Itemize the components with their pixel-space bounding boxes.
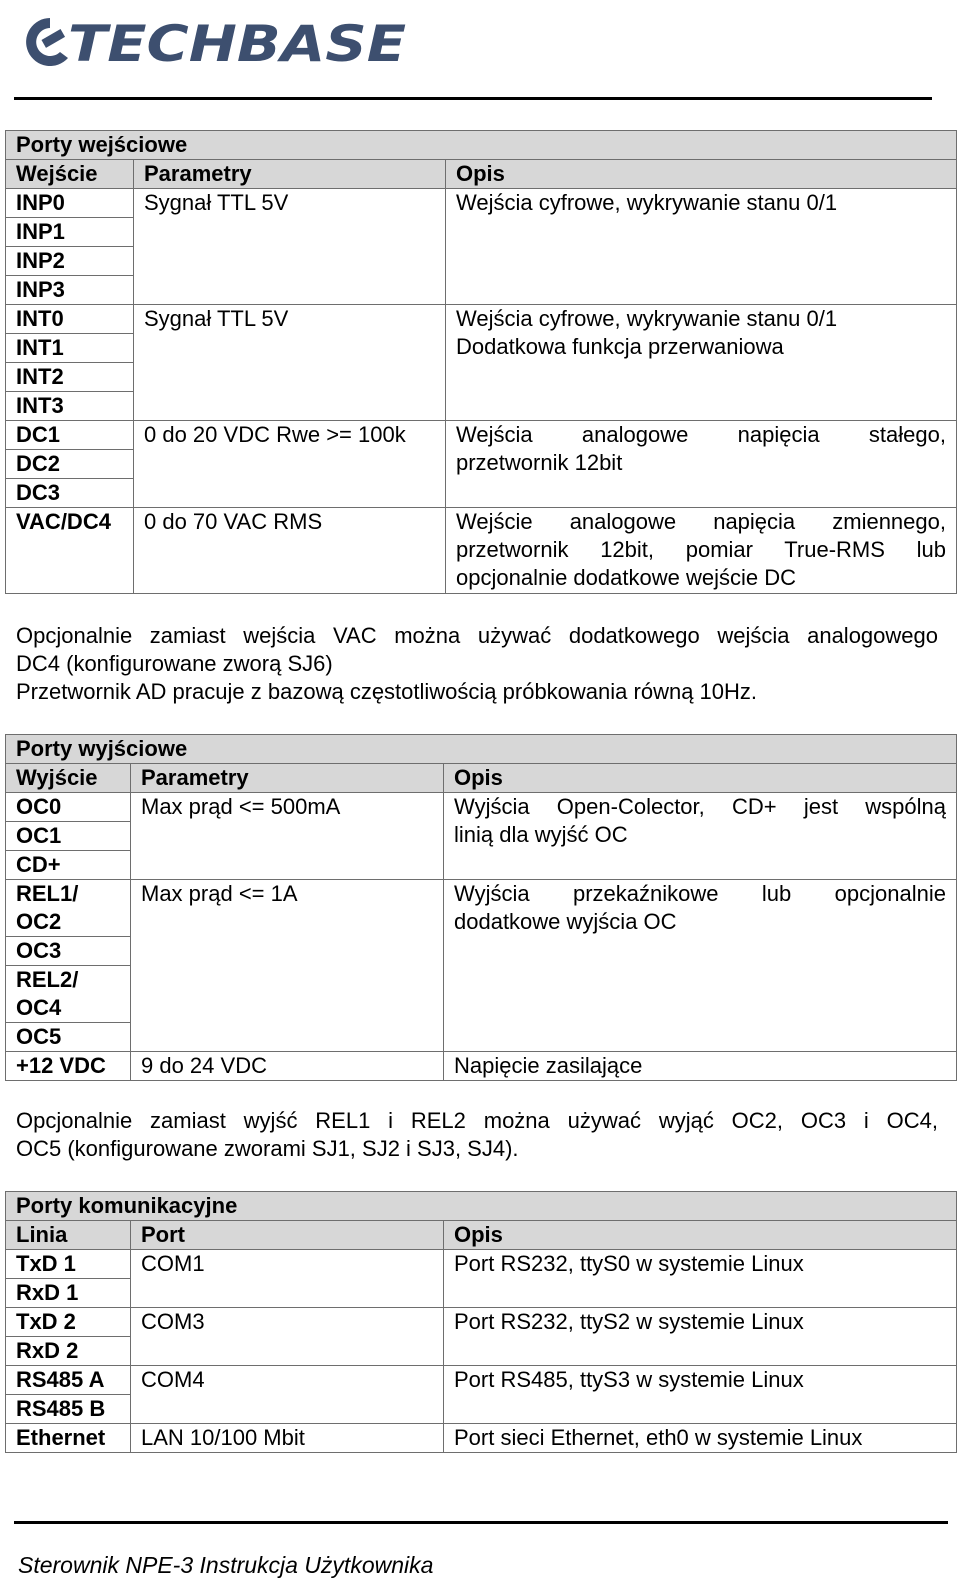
line-port: LAN 10/100 Mbit xyxy=(131,1424,444,1453)
table-row xyxy=(6,1424,957,1453)
col-header-line: Linia xyxy=(6,1221,131,1250)
desc-line: linią dla wyjść OC xyxy=(454,822,628,847)
port-name: OC5 xyxy=(6,1023,131,1052)
port-name xyxy=(6,966,131,1023)
output-notes xyxy=(16,1107,938,1163)
col-header-params: Parametry xyxy=(131,764,444,793)
line-desc: Port RS485, ttyS3 w systemie Linux xyxy=(444,1366,957,1424)
table-header-row xyxy=(6,764,957,793)
table-row xyxy=(6,1308,957,1337)
table-row xyxy=(6,421,957,450)
table-row xyxy=(6,793,957,822)
port-name: DC3 xyxy=(6,479,134,508)
output-ports-title: Porty wyjściowe xyxy=(6,735,957,764)
port-params: Max prąd <= 500mA xyxy=(131,793,444,880)
table-header-row xyxy=(6,160,957,189)
port-name: INP1 xyxy=(6,218,134,247)
table-header-row xyxy=(6,1221,957,1250)
col-header-input: Wejście xyxy=(6,160,134,189)
port-desc xyxy=(446,305,957,421)
port-name: INT0 xyxy=(6,305,134,334)
desc-line: Wyjścia Open-Colector, CD+ jest wspólną xyxy=(454,794,946,819)
input-notes xyxy=(16,622,938,706)
port-name: INP0 xyxy=(6,189,134,218)
output-ports-table xyxy=(5,734,957,1081)
table-row xyxy=(6,1250,957,1279)
port-name: CD+ xyxy=(6,851,131,880)
note-line: Opcjonalnie zamiast wejścia VAC można używać dodatkowego wejścia analogowego xyxy=(16,623,938,648)
desc-line: przetwornik 12bit xyxy=(456,450,623,475)
port-desc: Wejścia cyfrowe, wykrywanie stanu 0/1 xyxy=(446,189,957,305)
table-row xyxy=(6,305,957,334)
line-desc: Port RS232, ttyS2 w systemie Linux xyxy=(444,1308,957,1366)
table-row xyxy=(6,880,957,937)
port-desc xyxy=(444,880,957,1052)
col-header-desc: Opis xyxy=(444,1221,957,1250)
desc-line: Wejścia cyfrowe, wykrywanie stanu 0/1 xyxy=(456,306,838,331)
port-desc xyxy=(444,793,957,880)
port-params: Sygnał TTL 5V xyxy=(134,189,446,305)
desc-line: przetwornik 12bit, pomiar True-RMS lub xyxy=(456,537,946,562)
note-line: Przetwornik AD pracuje z bazową częstotliwością próbkowania równą 10Hz. xyxy=(16,679,758,704)
table-title-row xyxy=(6,735,957,764)
table-row xyxy=(6,189,957,218)
desc-line: Wejścia analogowe napięcia stałego, xyxy=(456,422,946,447)
port-name: INP3 xyxy=(6,276,134,305)
line-name: TxD 2 xyxy=(6,1308,131,1337)
port-name: INP2 xyxy=(6,247,134,276)
line-port: COM4 xyxy=(131,1366,444,1424)
note-line: Opcjonalnie zamiast wyjść REL1 i REL2 można używać wyjąć OC2, OC3 i OC4, xyxy=(16,1108,938,1133)
footer-text: Sterownik NPE-3 Instrukcja Użytkownika xyxy=(18,1552,434,1578)
port-params: Max prąd <= 1A xyxy=(131,880,444,1052)
port-name: INT1 xyxy=(6,334,134,363)
desc-line: Dodatkowa funkcja przerwaniowa xyxy=(456,334,784,359)
comm-ports-title: Porty komunikacyjne xyxy=(6,1192,957,1221)
note-line: DC4 (konfigurowane zworą SJ6) xyxy=(16,651,333,676)
port-name: DC1 xyxy=(6,421,134,450)
desc-line: Wyjścia przekaźnikowe lub opcjonalnie xyxy=(454,881,946,906)
header-rule xyxy=(14,97,932,100)
port-params: Sygnał TTL 5V xyxy=(134,305,446,421)
port-params: 0 do 20 VDC Rwe >= 100k xyxy=(134,421,446,508)
port-name: OC3 xyxy=(6,937,131,966)
desc-line: opcjonalnie dodatkowe wejście DC xyxy=(456,565,796,590)
col-header-params: Parametry xyxy=(134,160,446,189)
note-line: OC5 (konfigurowane zworami SJ1, SJ2 i SJ3, SJ4). xyxy=(16,1136,519,1161)
table-row xyxy=(6,1052,957,1081)
port-desc xyxy=(446,508,957,594)
comm-ports-table xyxy=(5,1191,957,1453)
col-header-port: Port xyxy=(131,1221,444,1250)
line-name: RS485 A xyxy=(6,1366,131,1395)
port-name: VAC/DC4 xyxy=(6,508,134,594)
line-name: RxD 2 xyxy=(6,1337,131,1366)
line-name: RxD 1 xyxy=(6,1279,131,1308)
col-header-desc: Opis xyxy=(444,764,957,793)
port-name xyxy=(6,880,131,937)
input-ports-table xyxy=(5,130,957,594)
port-name: INT3 xyxy=(6,392,134,421)
line-port: COM1 xyxy=(131,1250,444,1308)
line-port: COM3 xyxy=(131,1308,444,1366)
techbase-logo xyxy=(20,14,410,70)
line-name: Ethernet xyxy=(6,1424,131,1453)
table-title-row xyxy=(6,1192,957,1221)
desc-line: dodatkowe wyjścia OC xyxy=(454,909,677,934)
port-params: 9 do 24 VDC xyxy=(131,1052,444,1081)
col-header-output: Wyjście xyxy=(6,764,131,793)
port-params: 0 do 70 VAC RMS xyxy=(134,508,446,594)
port-name: OC0 xyxy=(6,793,131,822)
table-row xyxy=(6,1366,957,1395)
line-name: RS485 B xyxy=(6,1395,131,1424)
line-name: TxD 1 xyxy=(6,1250,131,1279)
col-header-desc: Opis xyxy=(446,160,957,189)
port-name-line: OC2 xyxy=(16,909,62,934)
port-name-line: OC4 xyxy=(16,995,62,1020)
port-name: +12 VDC xyxy=(6,1052,131,1081)
desc-line: Wejście analogowe napięcia zmiennego, xyxy=(456,509,946,534)
logo-text: TECHBASE xyxy=(68,15,406,70)
port-desc xyxy=(446,421,957,508)
footer-rule xyxy=(14,1521,948,1524)
line-desc: Port RS232, ttyS0 w systemie Linux xyxy=(444,1250,957,1308)
input-ports-title: Porty wejściowe xyxy=(6,131,957,160)
port-desc: Napięcie zasilające xyxy=(444,1052,957,1081)
line-desc: Port sieci Ethernet, eth0 w systemie Linux xyxy=(444,1424,957,1453)
port-name-line: REL1/ xyxy=(16,881,79,906)
table-title-row xyxy=(6,131,957,160)
port-name: OC1 xyxy=(6,822,131,851)
table-row xyxy=(6,508,957,594)
port-name-line: REL2/ xyxy=(16,967,79,992)
port-name: DC2 xyxy=(6,450,134,479)
port-name: INT2 xyxy=(6,363,134,392)
